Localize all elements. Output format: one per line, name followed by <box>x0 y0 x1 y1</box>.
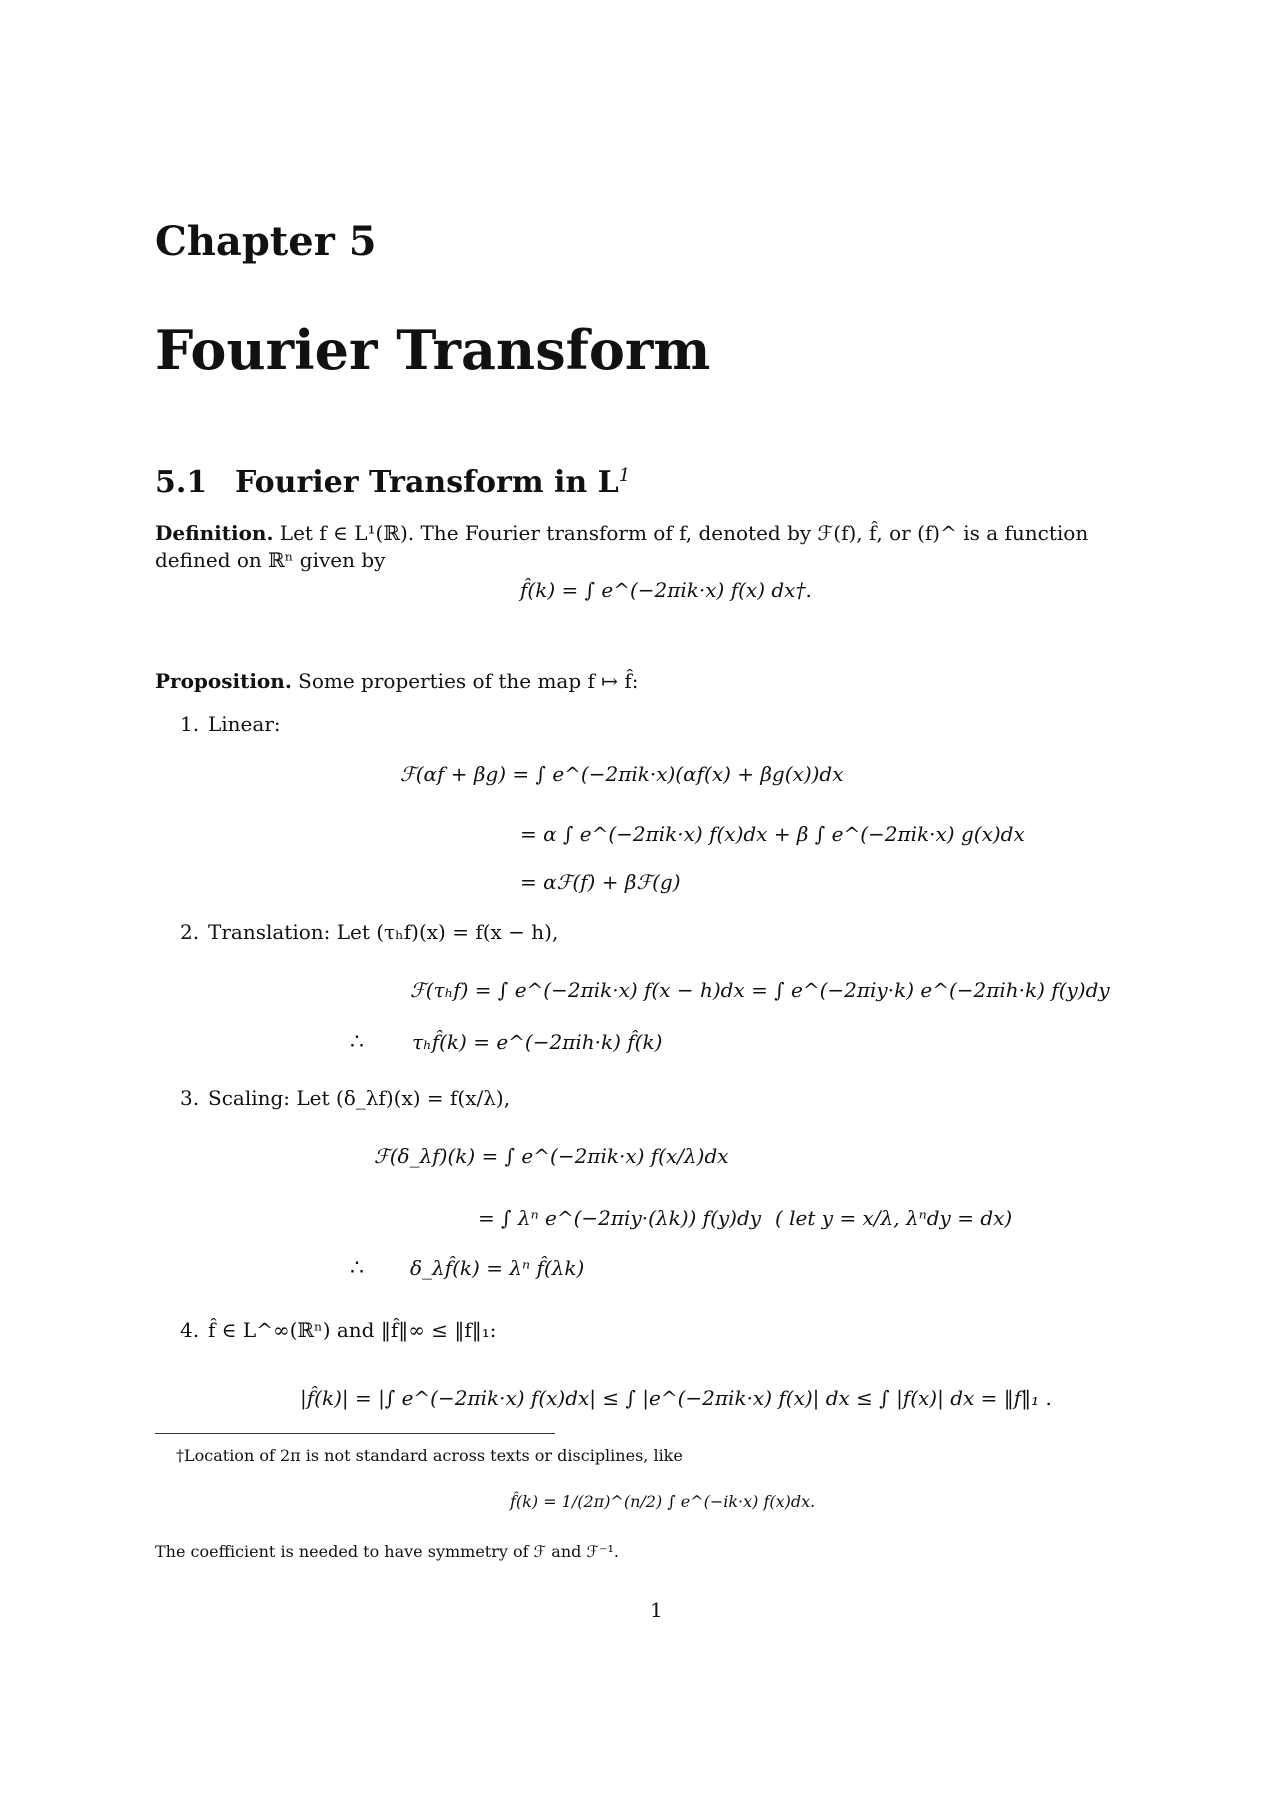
item-label: Linear: <box>208 712 281 736</box>
therefore-symbol: ∴ <box>350 1256 364 1281</box>
linear-eq-line-3: = αℱ(f) + βℱ(g) <box>520 870 681 894</box>
list-item <box>180 920 558 944</box>
chapter-label: Chapter 5 <box>155 218 377 265</box>
page-number: 1 <box>650 1598 663 1622</box>
proposition-label: Proposition. <box>155 669 292 693</box>
item-number: 2. <box>180 920 200 944</box>
footnote-text: †Location of 2π is not standard across texts or disciplines, like <box>176 1446 683 1465</box>
item-label: Translation: Let (τₕf)(x) = f(x − h), <box>208 920 559 944</box>
list-item <box>180 712 281 736</box>
item-number: 1. <box>180 712 200 736</box>
section-title-sup: 1 <box>618 465 631 486</box>
scaling-eq-line-2: = ∫ λⁿ e^(−2πiy·(λk)) f(y)dy <box>478 1206 762 1230</box>
definition-equation: f̂(k) = ∫ e^(−2πik·x) f(x) dx†. <box>520 578 812 602</box>
bound-equation: |f̂(k)| = |∫ e^(−2πik·x) f(x)dx| ≤ ∫ |e^(−2πik·x) f(x)| dx ≤ ∫ |f(x)| dx = ‖f‖₁ . <box>300 1386 1052 1410</box>
footnote-rule <box>155 1433 555 1434</box>
item-number: 4. <box>180 1318 200 1342</box>
linear-eq-line-2: = α ∫ e^(−2πik·x) f(x)dx + β ∫ e^(−2πik·x) g(x)dx <box>520 822 1025 846</box>
definition-paragraph <box>155 520 1165 574</box>
footnote-after: The coefficient is needed to have symmetry of ℱ and ℱ⁻¹. <box>155 1542 619 1561</box>
translation-eq-line-2: τₕf̂(k) = e^(−2πih·k) f̂(k) <box>412 1030 663 1054</box>
item-label: Scaling: Let (δ_λf)(x) = f(x/λ), <box>208 1086 511 1110</box>
footnote-equation: f̂(k) = 1/(2π)^(n/2) ∫ e^(−ik·x) f(x)dx. <box>510 1492 816 1511</box>
translation-eq-line-1: ℱ(τₕf) = ∫ e^(−2πik·x) f(x − h)dx = ∫ e^(−2πiy·k) e^(−2πih·k) f(y)dy <box>410 978 1110 1002</box>
list-item <box>180 1086 510 1110</box>
section-number: 5.1 <box>155 465 208 500</box>
therefore-symbol: ∴ <box>350 1030 364 1055</box>
chapter-title: Fourier Transform <box>155 318 711 382</box>
definition-text: Let f ∈ L¹(ℝ). The Fourier transform of f, denoted by ℱ(f), f̂, or (f)^ is a function defined on ℝⁿ given by <box>155 521 1089 572</box>
section-heading <box>155 465 630 500</box>
item-label: f̂ ∈ L^∞(ℝⁿ) and ‖f̂‖∞ ≤ ‖f‖₁: <box>208 1318 497 1342</box>
list-item <box>180 1318 497 1342</box>
section-title: Fourier Transform in L <box>235 465 619 500</box>
item-number: 3. <box>180 1086 200 1110</box>
scaling-substitution: ( let y = x/λ, λⁿdy = dx) <box>775 1206 1013 1230</box>
proposition-paragraph <box>155 668 1165 695</box>
definition-label: Definition. <box>155 521 274 545</box>
scaling-eq-line-1: ℱ(δ_λf)(k) = ∫ e^(−2πik·x) f(x/λ)dx <box>374 1144 729 1168</box>
scaling-eq-line-3: δ_λf̂(k) = λⁿ f̂(λk) <box>410 1256 585 1280</box>
linear-eq-line-1: ℱ(αf + βg) = ∫ e^(−2πik·x)(αf(x) + βg(x))dx <box>400 762 844 786</box>
proposition-text: Some properties of the map f ↦ f̂: <box>298 669 639 693</box>
